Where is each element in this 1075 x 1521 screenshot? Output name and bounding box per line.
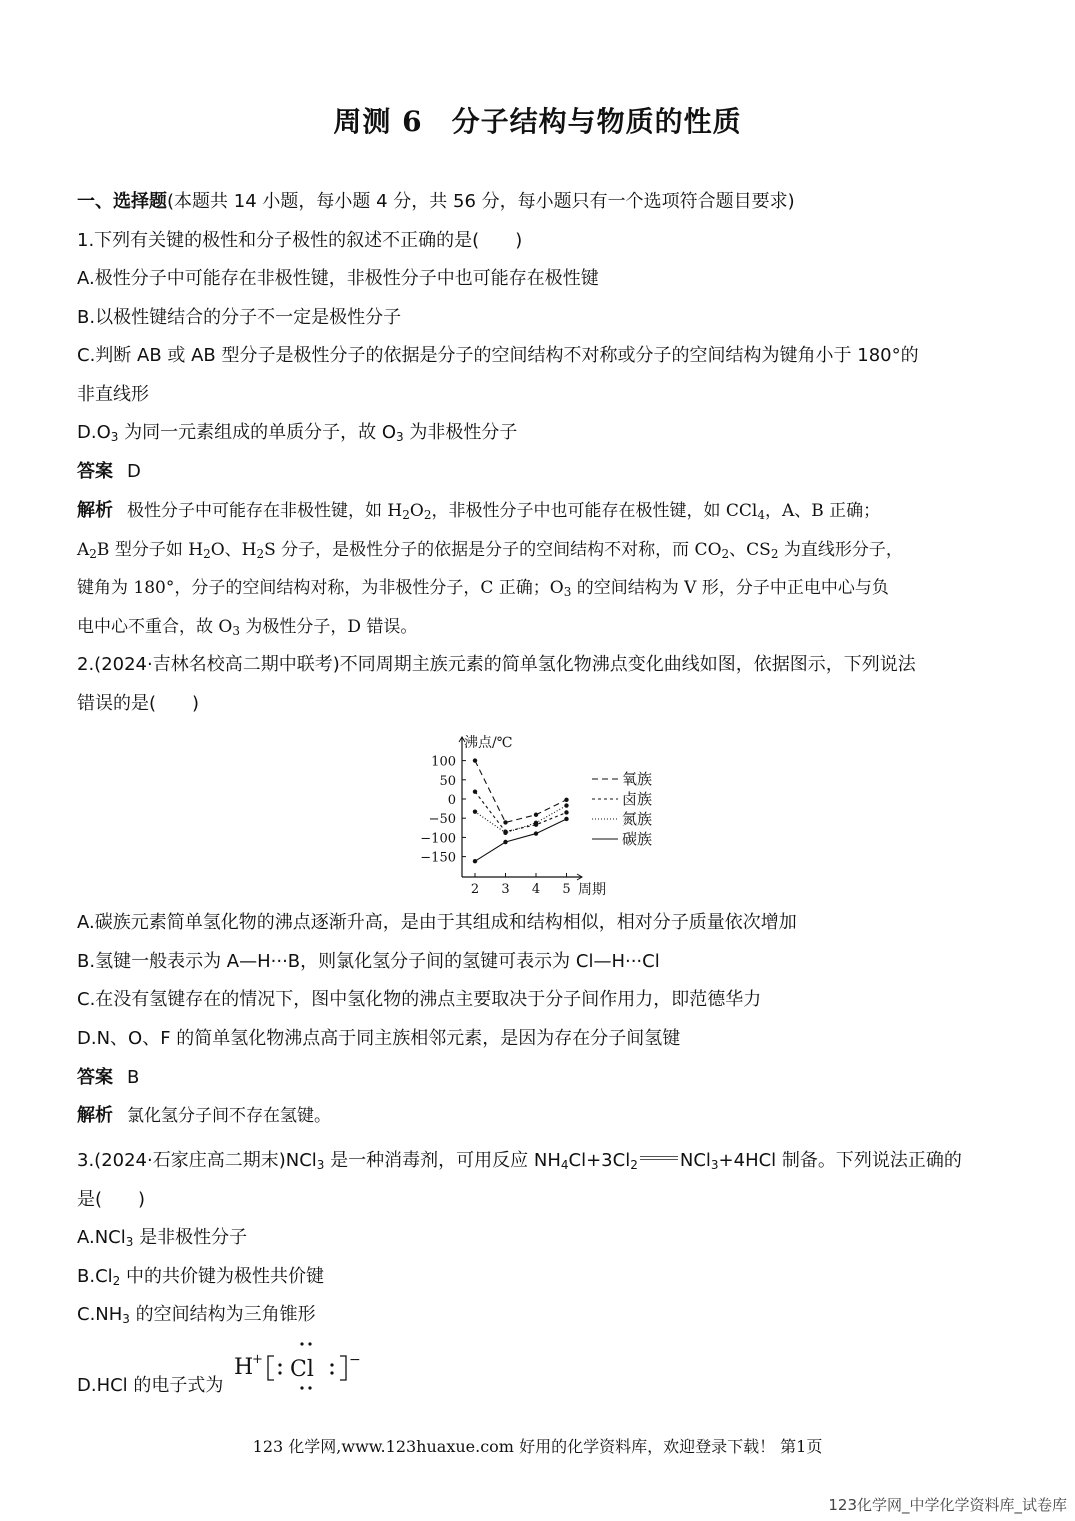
answer-label: 答案 — [77, 461, 113, 482]
y-tick-label: −150 — [420, 850, 456, 866]
y-tick-label: −50 — [428, 812, 456, 828]
data-point — [534, 813, 538, 817]
q3-option-b: $B.Cl_2$ 中的共价键为极性共价键 — [77, 1266, 325, 1288]
x-tick-label: 2 — [470, 882, 480, 897]
q3-option-a: A.NCl$_3$ 是非极性分子 — [77, 1227, 248, 1249]
watermark: 123化学网_中学化学资料库_试卷库 — [828, 1496, 1067, 1514]
q3-stem-2: 是( ) — [77, 1189, 146, 1210]
q1-option-c: C.判断 AB 或 AB 型分子是极性分子的依据是分子的空间结构不对称或分子的空间结构为键角小于 180°的 — [77, 345, 919, 366]
lewis-h: H — [234, 1355, 254, 1380]
y-axis-label: 沸点/℃ — [464, 735, 513, 751]
series-line-2 — [475, 806, 567, 833]
x-axis-label: 周期 — [578, 882, 606, 898]
x-tick-label: 3 — [501, 882, 510, 897]
q1-explanation-4: 电中心不重合，故 $O_3$ 为极性分子，D 错误。 — [77, 617, 418, 638]
q1-stem: 1.下列有关键的极性和分子极性的叙述不正确的是( ) — [77, 230, 523, 251]
legend-label: 碳族 — [622, 830, 653, 848]
data-point — [534, 831, 538, 835]
lewis-minus: − — [349, 1352, 361, 1368]
q3-option-c: $C.NH_3$ 的空间结构为三角锥形 — [77, 1304, 316, 1326]
y-tick-label: −100 — [420, 831, 456, 847]
data-point — [473, 809, 477, 813]
lewis-right-bracket — [340, 1356, 346, 1380]
q2-option-c: C.在没有氢键存在的情况下，图中氢化物的沸点主要取决于分子间作用力，即范德华力 — [77, 989, 762, 1010]
page-footer: 123 化学网,www.123huaxue.com 好用的化学资料库，欢迎登录下载！ 第1页 — [252, 1437, 823, 1456]
data-point — [564, 810, 568, 814]
x-tick-label: 5 — [562, 882, 571, 897]
data-point — [503, 820, 507, 824]
answer-value: D — [127, 461, 141, 482]
q1-explanation-3: 键角为 180°，分子的空间结构对称，为非极性分子，C 正确；$O_3$ 的空间结构为 V 形，分子中正电中心与负 — [77, 578, 889, 599]
section-text: (本题共 14 小题，每小题 4 分，共 56 分，每小题只有一个选项符合题目要求) — [167, 191, 795, 212]
electron-dot — [300, 1342, 303, 1345]
q2-option-d: D.N、O、F 的简单氢化物沸点高于同主族相邻元素，是因为存在分子间氢键 — [77, 1028, 681, 1049]
electron-dot — [330, 1363, 333, 1366]
data-point — [473, 790, 477, 794]
q3-option-d: D.HCl 的电子式为 — [77, 1375, 224, 1396]
page-title: 周测 6 分子结构与物质的性质 — [333, 105, 742, 138]
q1-explanation-1: 解析 极性分子中可能存在非极性键，如 $H_2O_2$，非极性分子中也可能存在极性键，如 CCl$_4$，A、B 正确； — [77, 500, 881, 522]
answer-value: B — [127, 1067, 140, 1088]
data-point — [473, 758, 477, 762]
data-point — [534, 821, 538, 825]
electron-dot — [278, 1363, 281, 1366]
hcl-electron-formula — [232, 1338, 372, 1398]
boiling-point-chart — [412, 727, 672, 905]
lewis-cl: Cl — [290, 1357, 314, 1382]
section-label: 一、选择题 — [77, 191, 167, 212]
legend-label: 氮族 — [622, 810, 653, 828]
data-point — [564, 803, 568, 807]
y-tick-label: 0 — [447, 793, 456, 808]
data-point — [503, 840, 507, 844]
q1-option-b: B.以极性键结合的分子不一定是极性分子 — [77, 307, 402, 328]
q1-answer — [77, 460, 1002, 484]
y-tick-label: 100 — [431, 754, 456, 770]
electron-dot — [300, 1386, 303, 1389]
x-tick-label: 4 — [531, 882, 541, 897]
electron-dot — [308, 1386, 311, 1389]
q2-stem-1: 2.(2024·吉林名校高二期中联考)不同周期主族元素的简单氢化物沸点变化曲线如图，依据图示，下列说法 — [77, 654, 916, 675]
q2-option-a: A.碳族元素简单氢化物的沸点逐渐升高，是由于其组成和结构相似，相对分子质量依次增加 — [77, 912, 797, 933]
data-point — [564, 798, 568, 802]
series-line-3 — [475, 819, 567, 861]
q1-option-a: A.极性分子中可能存在非极性键，非极性分子中也可能存在极性键 — [77, 268, 599, 289]
data-point — [564, 817, 568, 821]
q1-option-c-cont: 非直线形 — [77, 384, 149, 405]
legend-label: 卤族 — [622, 790, 653, 808]
reaction-equals-sign — [638, 1156, 680, 1166]
q1-option-d: $D.O_3$ 为同一元素组成的单质分子，故 $O_3$ 为非极性分子 — [77, 422, 518, 444]
section-heading — [77, 190, 1002, 214]
lewis-left-bracket — [268, 1356, 274, 1380]
q1-explanation-2: $A_2B$ 型分子如 $H_2O$、$H_2S$ 分子，是极性分子的依据是分子的空间结构不对称，而 $CO_2$、$CS_2$ 为直线形分子， — [77, 540, 903, 561]
data-point — [503, 831, 507, 835]
electron-dot — [278, 1371, 281, 1374]
electron-dot — [330, 1371, 333, 1374]
series-line-0 — [475, 761, 567, 823]
data-point — [473, 859, 477, 863]
q3-stem-1: 3.(2024·石家庄高二期末)NCl$_3$ 是一种消毒剂，可用反应 $NH_4Cl+3Cl_2$ NCl$_3$+4HCl 制备。下列说法正确的 — [77, 1150, 962, 1172]
answer-label: 答案 — [77, 1067, 113, 1088]
q2-answer — [77, 1066, 1002, 1090]
q2-stem-2: 错误的是( ) — [77, 693, 200, 714]
electron-dot — [308, 1342, 311, 1345]
y-tick-label: 50 — [439, 773, 456, 789]
lewis-plus: + — [252, 1352, 263, 1367]
q2-explanation: 解析 氯化氢分子间不存在氢键。 — [77, 1105, 331, 1126]
legend-label: 氧族 — [622, 770, 653, 788]
q2-option-b: B.氢键一般表示为 A—H···B，则氯化氢分子间的氢键可表示为 Cl—H···Cl — [77, 951, 660, 972]
